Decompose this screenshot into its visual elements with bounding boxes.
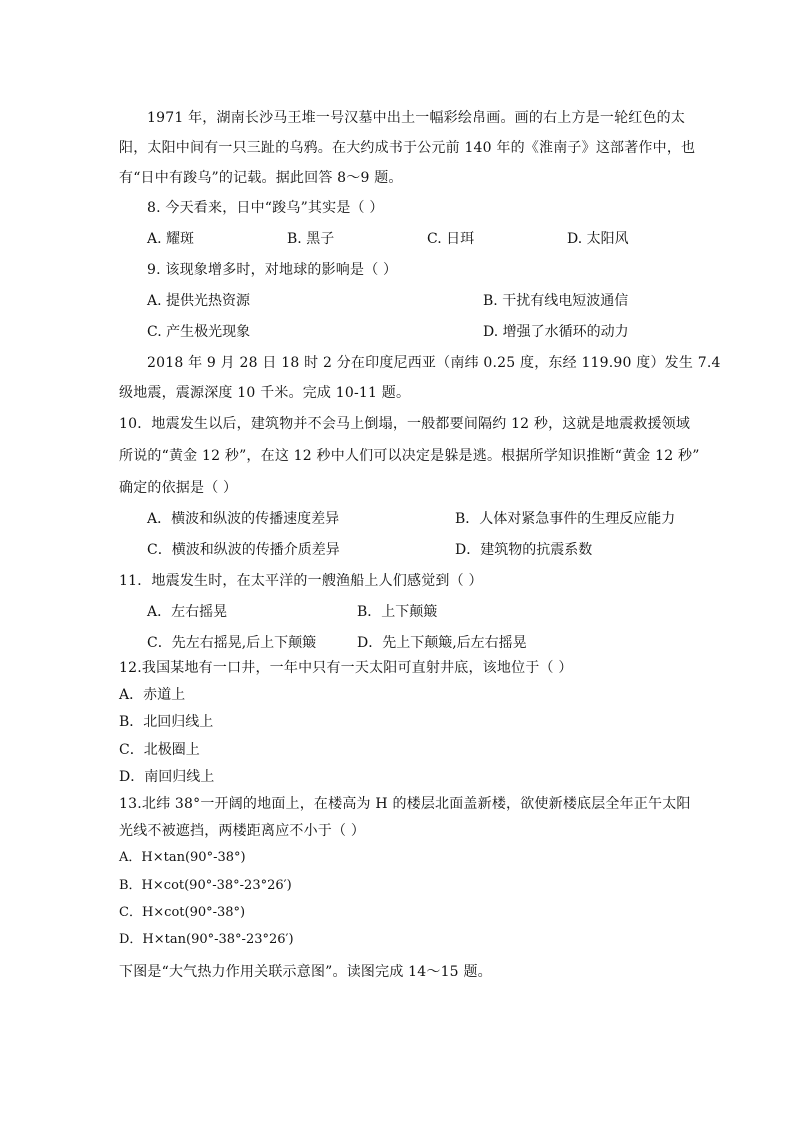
passage2-line2: 级地震，震源深度 10 千米。完成 10-11 题。: [119, 385, 411, 401]
q11-stem: 11．地震发生时，在太平洋的一艘渔船上人们感觉到（ ）: [119, 573, 483, 589]
q10-option-c: C．横波和纵波的传播介质差异: [147, 542, 340, 558]
q11-option-b: B．上下颠簸: [357, 604, 438, 620]
passage1-line1: 1971 年，湖南长沙马王堆一号汉墓中出土一幅彩绘帛画。画的右上方是一轮红色的太: [147, 110, 686, 126]
q13-line2: 光线不被遮挡，两楼距离应不小于（ ）: [119, 823, 366, 839]
q12-stem: 12.我国某地有一口井，一年中只有一天太阳可直射井底，该地位于（ ）: [119, 660, 573, 676]
q8-stem: 8. 今天看来，日中“踆乌”其实是（ ）: [147, 200, 384, 216]
q9-stem: 9. 该现象增多时，对地球的影响是（ ）: [147, 262, 398, 278]
q10-line3: 确定的依据是（ ）: [119, 480, 238, 496]
passage3-line1: 下图是“大气热力作用关联示意图”。读图完成 14～15 题。: [119, 964, 492, 980]
q9-option-b: B. 干扰有线电短波通信: [483, 293, 629, 309]
passage1-line3: 有“日中有踆乌”的记载。据此回答 8～9 题。: [119, 170, 403, 186]
q10-line1: 10．地震发生以后，建筑物并不会马上倒塌，一般都要间隔约 12 秒，这就是地震救援领域: [119, 416, 691, 432]
q13-line1: 13.北纬 38°一开阔的地面上，在楼高为 H 的楼层北面盖新楼，欲使新楼底层全年正午太阳: [119, 796, 691, 812]
q12-option-d: D．南回归线上: [119, 769, 215, 785]
q13-option-a: A．H×tan(90°-38°): [119, 850, 246, 865]
q10-line2: 所说的“黄金 12 秒”，在这 12 秒中人们可以决定是躲是逃。根据所学知识推断“黄金 12 秒”: [119, 448, 700, 464]
q10-option-b: B．人体对紧急事件的生理反应能力: [455, 511, 676, 527]
q13-option-b: B．H×cot(90°-38°-23°26′): [119, 878, 292, 893]
q9-option-d: D. 增强了水循环的动力: [483, 324, 629, 340]
q8-option-b: B. 黑子: [287, 231, 335, 247]
q13-option-c: C．H×cot(90°-38°): [119, 905, 246, 920]
q9-option-a: A. 提供光热资源: [147, 293, 251, 309]
q8-option-c: C. 日珥: [427, 231, 475, 247]
q8-option-a: A. 耀斑: [147, 231, 195, 247]
passage2-line1: 2018 年 9 月 28 日 18 时 2 分在印度尼西亚（南纬 0.25 度，东经 119.90 度）发生 7.4: [147, 355, 721, 371]
q11-option-c: C．先左右摇晃,后上下颠簸: [147, 635, 317, 651]
q12-option-a: A．赤道上: [119, 687, 186, 703]
q11-option-d: D．先上下颠簸,后左右摇晃: [357, 635, 527, 651]
q9-option-c: C. 产生极光现象: [147, 324, 251, 340]
q10-option-d: D．建筑物的抗震系数: [455, 542, 593, 558]
q10-option-a: A．横波和纵波的传播速度差异: [147, 511, 340, 527]
q12-option-b: B．北回归线上: [119, 714, 214, 730]
q13-option-d: D．H×tan(90°-38°-23°26′): [119, 932, 294, 947]
q12-option-c: C．北极圈上: [119, 742, 200, 758]
q11-option-a: A．左右摇晃: [147, 604, 228, 620]
passage1-line2: 阳，太阳中间有一只三趾的乌鸦。在大约成书于公元前 140 年的《淮南子》这部著作中，也: [119, 140, 696, 156]
q8-option-d: D. 太阳风: [567, 231, 629, 247]
